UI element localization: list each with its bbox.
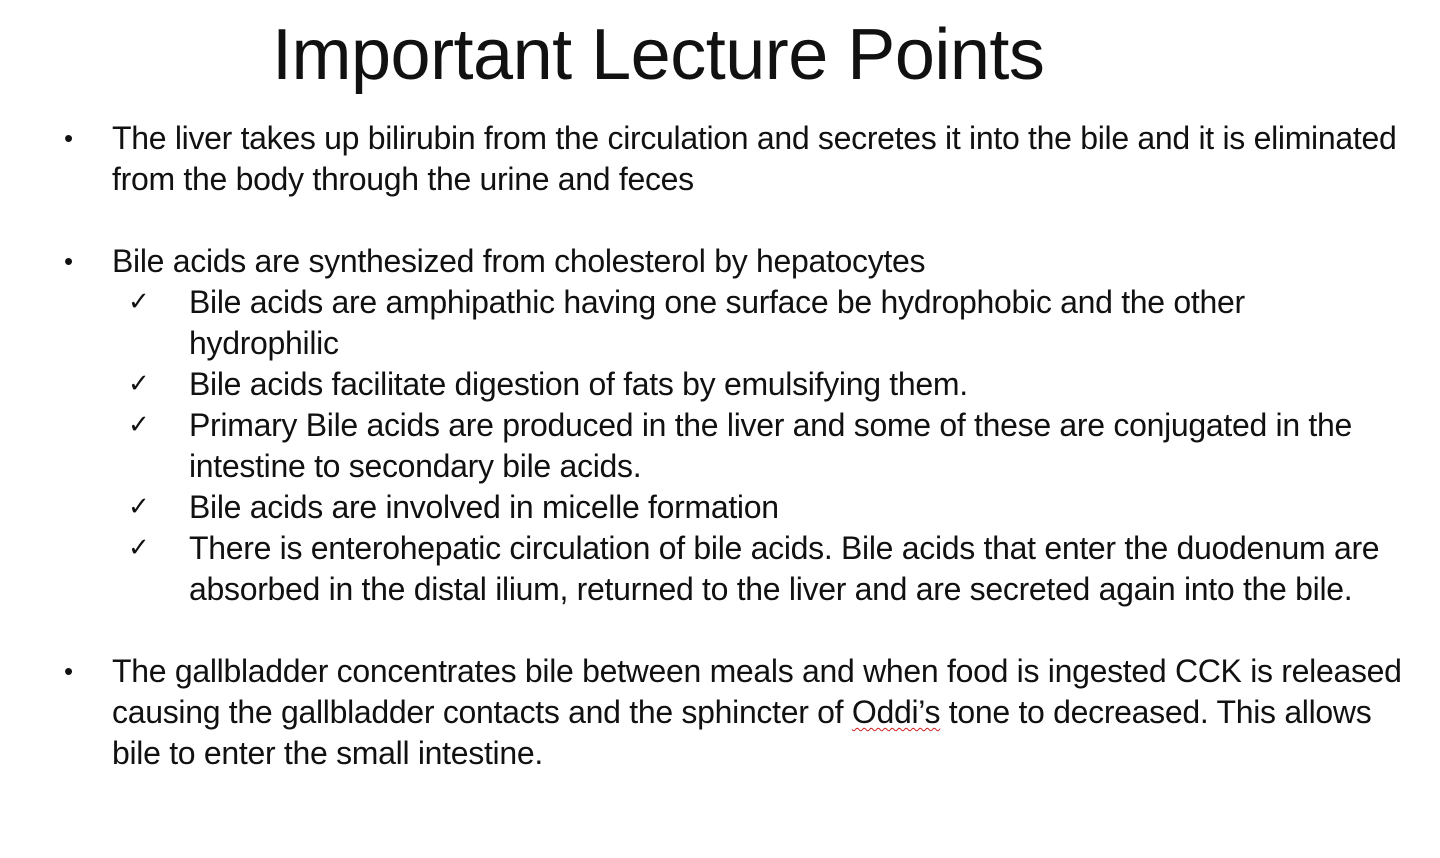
- checkmark-icon: ✓: [128, 492, 150, 522]
- subpoint-item: [0, 487, 1389, 528]
- checkmark-icon: ✓: [128, 287, 150, 317]
- subpoint-text: Bile acids are involved in micelle formation: [189, 489, 779, 525]
- bullet-item: [0, 651, 1412, 774]
- bullet-item: [0, 241, 1412, 282]
- slide-title: Important Lecture Points: [272, 15, 1045, 95]
- bullet-text: The liver takes up bilirubin from the circulation and secretes it into the bile and it is eliminated from the body through the urine and feces: [112, 120, 1397, 197]
- bullet-text-part: The gallbladder concentrates bile between meals and when food is ingested CCK is released causing the gallbladder contacts and the sphincter of: [112, 653, 1402, 730]
- checkmark-icon: ✓: [128, 410, 150, 440]
- checkmark-icon: ✓: [128, 369, 150, 399]
- subpoint-list: [0, 282, 1440, 610]
- subpoint-item: [0, 282, 1389, 364]
- subpoint-text: Bile acids are amphipathic having one surface be hydrophobic and the other hydrophilic: [189, 284, 1245, 361]
- checkmark-icon: ✓: [128, 533, 150, 563]
- spellcheck-flagged-word[interactable]: Oddi’s: [851, 694, 941, 730]
- subpoint-text: There is enterohepatic circulation of bile acids. Bile acids that enter the duodenum are absorbed in the distal ilium, returned to the liver and are secreted again into the bile.: [189, 530, 1380, 607]
- bullet-item: [0, 118, 1412, 200]
- subpoint-text: Primary Bile acids are produced in the liver and some of these are conjugated in the intestine to secondary bile acids.: [189, 407, 1353, 484]
- subpoint-text: Bile acids facilitate digestion of fats by emulsifying them.: [189, 366, 968, 402]
- subpoint-item: [0, 405, 1389, 487]
- bullet-text: Bile acids are synthesized from cholesterol by hepatocytes: [112, 243, 926, 279]
- subpoint-item: [0, 528, 1389, 610]
- bullet-marker: •: [64, 123, 73, 153]
- bullet-marker: •: [64, 656, 73, 686]
- bullet-marker: •: [64, 246, 73, 276]
- bullet-text: [112, 653, 1402, 771]
- bullet-text-part: tone to decreased. This allows bile to enter the small intestine.: [112, 694, 1372, 771]
- subpoint-item: [0, 364, 1389, 405]
- slide-body: [0, 118, 1440, 774]
